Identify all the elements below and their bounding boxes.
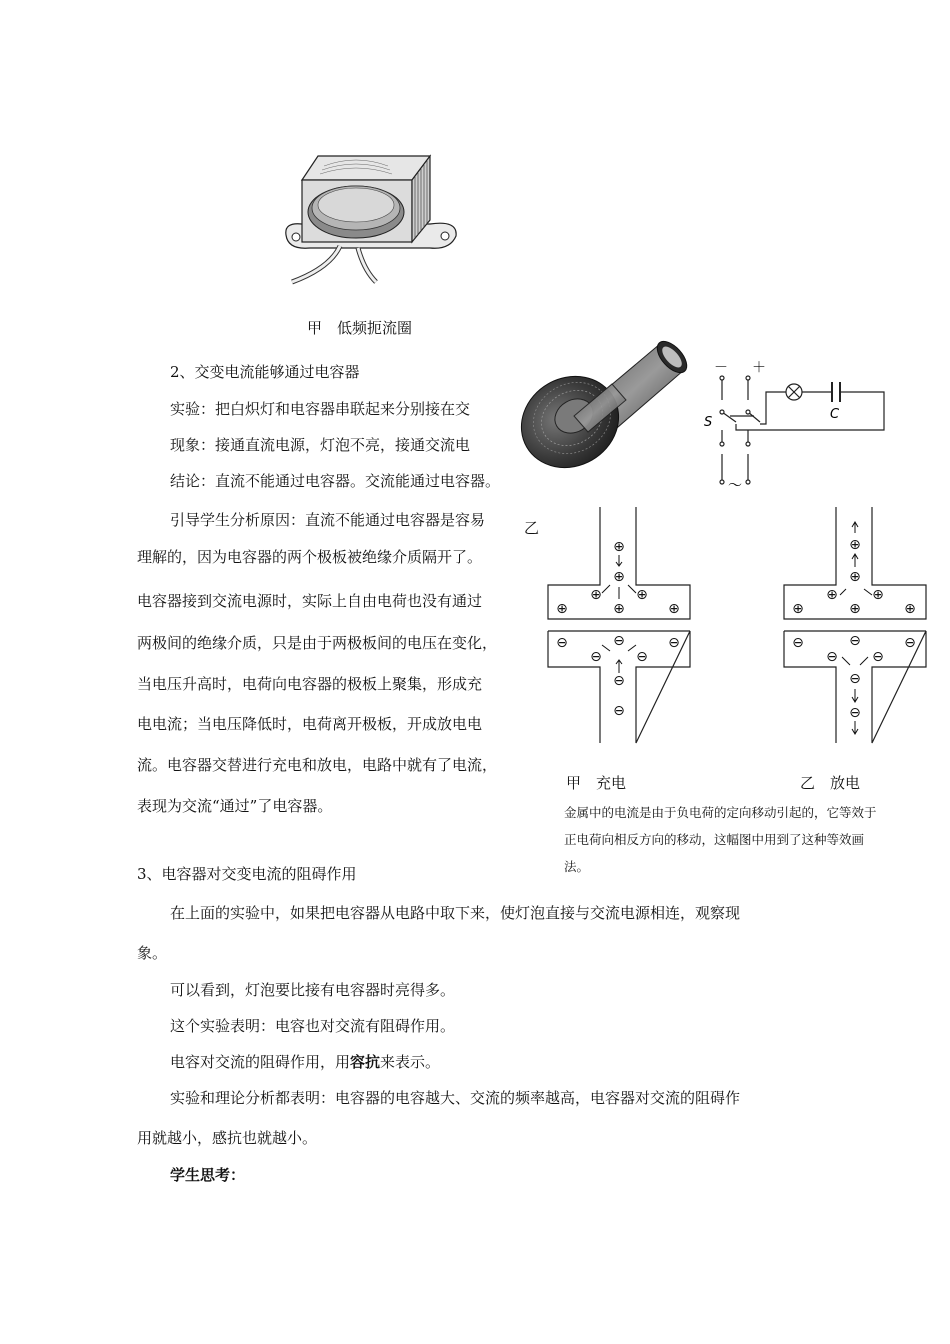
analysis-line: 当电压升高时，电荷向电容器的极板上聚集，形成充 <box>137 675 483 693</box>
section2-heading: 2、交变电流能够通过电容器 <box>170 363 360 381</box>
svg-text:⊖: ⊖ <box>668 635 680 651</box>
figure-note-line: 金属中的电流是由于负电荷的定向移动引起的，它等效于 <box>564 805 877 820</box>
figure-note-line: 正电荷向相反方向的移动，这幅图中用到了这种等效画 <box>564 832 865 847</box>
svg-text:⊖: ⊖ <box>590 649 602 665</box>
svg-text:⊖: ⊖ <box>826 649 838 665</box>
ac-dc-circuit-diagram <box>700 356 892 496</box>
circuit-minus-label: － <box>714 360 728 376</box>
analysis-line: 电电流；当电压降低时，电荷离开极板，开成放电电 <box>137 715 483 733</box>
analysis-line: 表现为交流“通过”了电容器。 <box>137 797 333 815</box>
svg-text:⊕: ⊕ <box>849 569 861 585</box>
phenomenon-line: 现象：接通直流电源，灯泡不亮，接通交流电 <box>170 436 471 454</box>
svg-text:⊕: ⊕ <box>849 537 861 553</box>
section3-paragraph: 这个实验表明：电容也对交流有阻碍作用。 <box>170 1017 456 1035</box>
svg-text:⊖: ⊖ <box>849 705 861 721</box>
analysis-line: 两极间的绝缘介质，只是由于两极板间的电压在变化， <box>137 634 498 652</box>
experiment-line: 实验：把白炽灯和电容器串联起来分别接在交 <box>170 400 471 418</box>
analysis-line: 引导学生分析原因：直流不能通过电容器是容易 <box>170 511 486 529</box>
reactance-term: 容抗 <box>350 1053 381 1071</box>
svg-text:⊕: ⊕ <box>668 601 680 617</box>
section3-paragraph: 象。 <box>137 944 168 962</box>
choke-illustration <box>280 150 465 290</box>
svg-text:⊖: ⊖ <box>849 671 861 687</box>
svg-text:⊕: ⊕ <box>613 569 625 585</box>
svg-text:⊕: ⊕ <box>613 539 625 555</box>
highfreq-caption: 乙 <box>524 519 540 537</box>
circuit-capacitor-label: C <box>830 407 840 422</box>
highfreq-choke-illustration <box>512 330 692 480</box>
analysis-line: 理解的，因为电容器的两个极板被绝缘介质隔开了。 <box>137 548 483 566</box>
circuit-ac-label: ～ <box>728 478 742 494</box>
student-thinking-label: 学生思考： <box>170 1166 246 1184</box>
svg-text:⊖: ⊖ <box>613 703 625 719</box>
svg-text:⊖: ⊖ <box>849 633 861 649</box>
discharging-diagram <box>780 505 930 745</box>
svg-text:⊕: ⊕ <box>590 587 602 603</box>
analysis-line: 流。电容器交替进行充电和放电，电路中就有了电流， <box>137 756 498 774</box>
svg-text:⊕: ⊕ <box>849 601 861 617</box>
svg-text:⊕: ⊕ <box>826 587 838 603</box>
svg-text:⊖: ⊖ <box>792 635 804 651</box>
section3-paragraph: 在上面的实验中，如果把电容器从电路中取下来，使灯泡直接与交流电源相连，观察现 <box>170 904 741 922</box>
svg-text:⊖: ⊖ <box>636 649 648 665</box>
figure-note-line: 法。 <box>564 859 590 874</box>
svg-text:⊕: ⊕ <box>613 601 625 617</box>
svg-text:⊕: ⊕ <box>636 587 648 603</box>
reactance-text-before: 电容对交流的阻碍作用，用 <box>170 1053 351 1071</box>
svg-text:⊖: ⊖ <box>613 673 625 689</box>
svg-text:⊖: ⊖ <box>904 635 916 651</box>
discharge-caption: 乙 放电 <box>800 774 861 792</box>
svg-text:⊕: ⊕ <box>872 587 884 603</box>
svg-text:⊖: ⊖ <box>556 635 568 651</box>
circuit-plus-label: ＋ <box>752 360 766 376</box>
analysis-line: 电容器接到交流电源时，实际上自由电荷也没有通过 <box>137 592 483 610</box>
svg-text:⊕: ⊕ <box>904 601 916 617</box>
section3-paragraph: 用就越小，感抗也就越小。 <box>137 1129 318 1147</box>
svg-text:⊕: ⊕ <box>792 601 804 617</box>
capacitive-reactance-line <box>170 1052 440 1072</box>
charge-caption: 甲 充电 <box>566 774 627 792</box>
svg-text:⊖: ⊖ <box>872 649 884 665</box>
choke-caption: 甲 低频扼流圈 <box>307 319 413 337</box>
reactance-text-after: 来表示。 <box>380 1053 441 1071</box>
conclusion-line: 结论：直流不能通过电容器。交流能通过电容器。 <box>170 472 501 490</box>
section3-paragraph: 实验和理论分析都表明：电容器的电容越大、交流的频率越高，电容器对交流的阻碍作 <box>170 1089 741 1107</box>
svg-text:⊕: ⊕ <box>556 601 568 617</box>
charging-diagram <box>544 505 694 745</box>
section3-heading: 3、电容器对交变电流的阻碍作用 <box>137 865 357 883</box>
circuit-switch-label: S <box>704 415 713 430</box>
section3-paragraph: 可以看到，灯泡要比接有电容器时亮得多。 <box>170 981 456 999</box>
svg-text:⊖: ⊖ <box>613 633 625 649</box>
